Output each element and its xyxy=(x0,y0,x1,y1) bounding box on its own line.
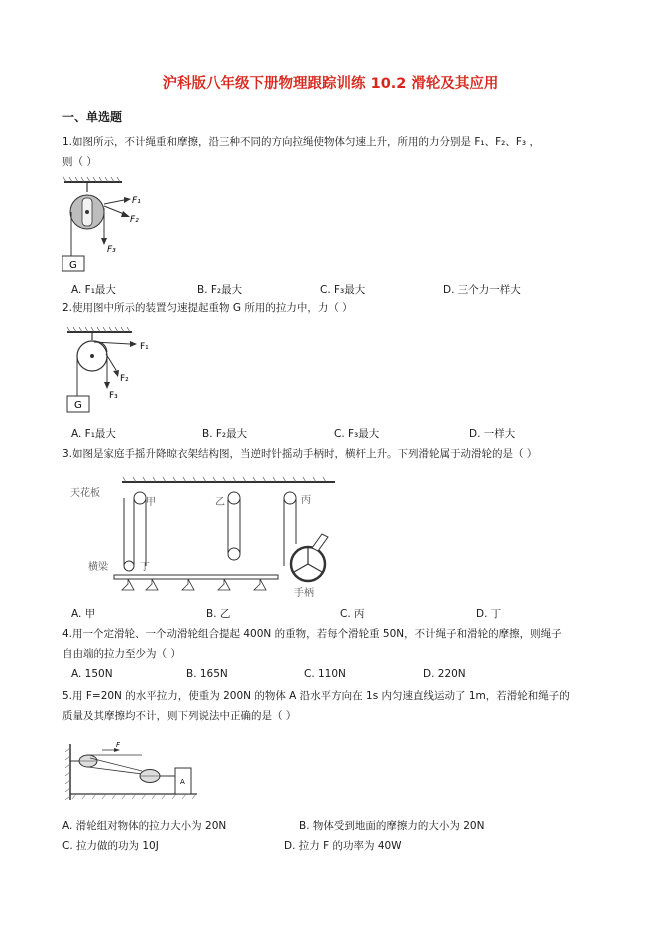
question-3-option-c[interactable]: C. 丙 xyxy=(340,608,365,620)
page-title: 沪科版八年级下册物理跟踪训练 10.2 滑轮及其应用 xyxy=(162,76,499,92)
question-2-figure-f3-label: F₃ xyxy=(109,391,118,401)
question-4 xyxy=(62,624,602,664)
question-4-line-1: 4.用一个定滑轮、一个动滑轮组合提起 400N 的重物，若每个滑轮重 50N，不计绳子和滑轮的摩擦，则绳子 xyxy=(62,628,562,640)
question-3-option-d[interactable]: D. 丁 xyxy=(476,608,502,620)
question-2-figure-f1-label: F₁ xyxy=(140,342,149,352)
question-4-line-2: 自由端的拉力至少为（ ） xyxy=(62,648,181,660)
question-3-figure-jia-label: 甲 xyxy=(146,497,156,508)
question-1-option-b[interactable]: B. F₂最大 xyxy=(197,284,243,296)
question-5 xyxy=(62,686,602,726)
question-5-line-2: 质量及其摩擦均不计，则下列说法中正确的是（ ） xyxy=(62,710,297,722)
question-3-figure-yi-label: 乙 xyxy=(215,497,225,508)
question-2-option-d[interactable]: D. 一样大 xyxy=(469,428,516,440)
question-1 xyxy=(62,132,602,172)
question-5-figure-a-label: A xyxy=(180,778,185,786)
question-1-figure xyxy=(62,176,152,274)
question-2-figure xyxy=(62,326,162,416)
question-3-figure-bing-label: 丙 xyxy=(301,495,311,506)
question-4-options xyxy=(62,668,602,686)
question-1-line-2: 则（ ） xyxy=(62,156,97,168)
question-1-figure-f1-label: F₁ xyxy=(132,196,141,206)
section-heading: 一、单选题 xyxy=(62,110,123,124)
question-3-options xyxy=(62,606,602,624)
question-5-option-b[interactable]: B. 物体受到地面的摩擦力的大小为 20N xyxy=(299,820,485,832)
question-3-option-a[interactable]: A. 甲 xyxy=(71,608,96,620)
question-5-option-a[interactable]: A. 滑轮组对物体的拉力大小为 20N xyxy=(62,820,227,832)
question-1-option-a[interactable]: A. F₁最大 xyxy=(71,284,116,296)
question-2-text: 2.使用图中所示的装置匀速提起重物 G 所用的拉力中，力（ ） xyxy=(62,302,353,314)
question-2-figure-g-label: G xyxy=(74,400,82,411)
question-3-text: 3.如图是家庭手摇升降晾衣架结构图，当逆时针摇动手柄时，横杆上升。下列滑轮属于动滑轮的是（ ） xyxy=(62,448,538,460)
question-5-option-c[interactable]: C. 拉力做的功为 10J xyxy=(62,840,159,852)
question-2-option-c[interactable]: C. F₃最大 xyxy=(334,428,380,440)
question-5-option-d[interactable]: D. 拉力 F 的功率为 40W xyxy=(284,840,402,852)
question-3-figure xyxy=(70,474,340,602)
question-4-option-c[interactable]: C. 110N xyxy=(304,668,346,680)
question-4-option-b[interactable]: B. 165N xyxy=(186,668,228,680)
question-1-option-d[interactable]: D. 三个力一样大 xyxy=(443,284,521,296)
question-2-option-b[interactable]: B. F₂最大 xyxy=(202,428,248,440)
question-1-option-c[interactable]: C. F₃最大 xyxy=(320,284,366,296)
question-4-option-d[interactable]: D. 220N xyxy=(423,668,466,680)
question-1-figure-g-label: G xyxy=(69,260,77,271)
question-5-options-row-2 xyxy=(62,838,602,856)
question-2-figure-f2-label: F₂ xyxy=(120,374,129,384)
question-3-figure-ceiling-label: 天花板 xyxy=(70,488,100,499)
question-3 xyxy=(62,444,602,464)
question-3-option-b[interactable]: B. 乙 xyxy=(206,608,231,620)
question-5-options-row-1 xyxy=(62,818,602,836)
question-5-line-1: 5.用 F=20N 的水平拉力，使重为 200N 的物体 A 沿水平方向在 1s 内匀速直线运动了 1m，若滑轮和绳子的 xyxy=(62,690,570,702)
question-3-figure-ding-label: 丁 xyxy=(140,562,150,573)
question-1-figure-f2-label: F₂ xyxy=(130,215,139,225)
question-3-figure-beam-label: 横梁 xyxy=(88,562,108,573)
question-3-figure-handle-label: 手柄 xyxy=(294,588,314,599)
question-1-figure-f3-label: F₃ xyxy=(107,245,116,255)
question-5-figure xyxy=(62,738,202,806)
question-2 xyxy=(62,298,602,318)
question-5-figure-f-label: F xyxy=(116,741,121,749)
question-2-options xyxy=(62,426,602,444)
question-2-option-a[interactable]: A. F₁最大 xyxy=(71,428,116,440)
question-4-option-a[interactable]: A. 150N xyxy=(71,668,113,680)
question-1-line-1: 1.如图所示，不计绳重和摩擦，沿三种不同的方向拉绳使物体匀速上升，所用的力分别是 F₁、F₂、F₃ ， xyxy=(62,136,540,148)
